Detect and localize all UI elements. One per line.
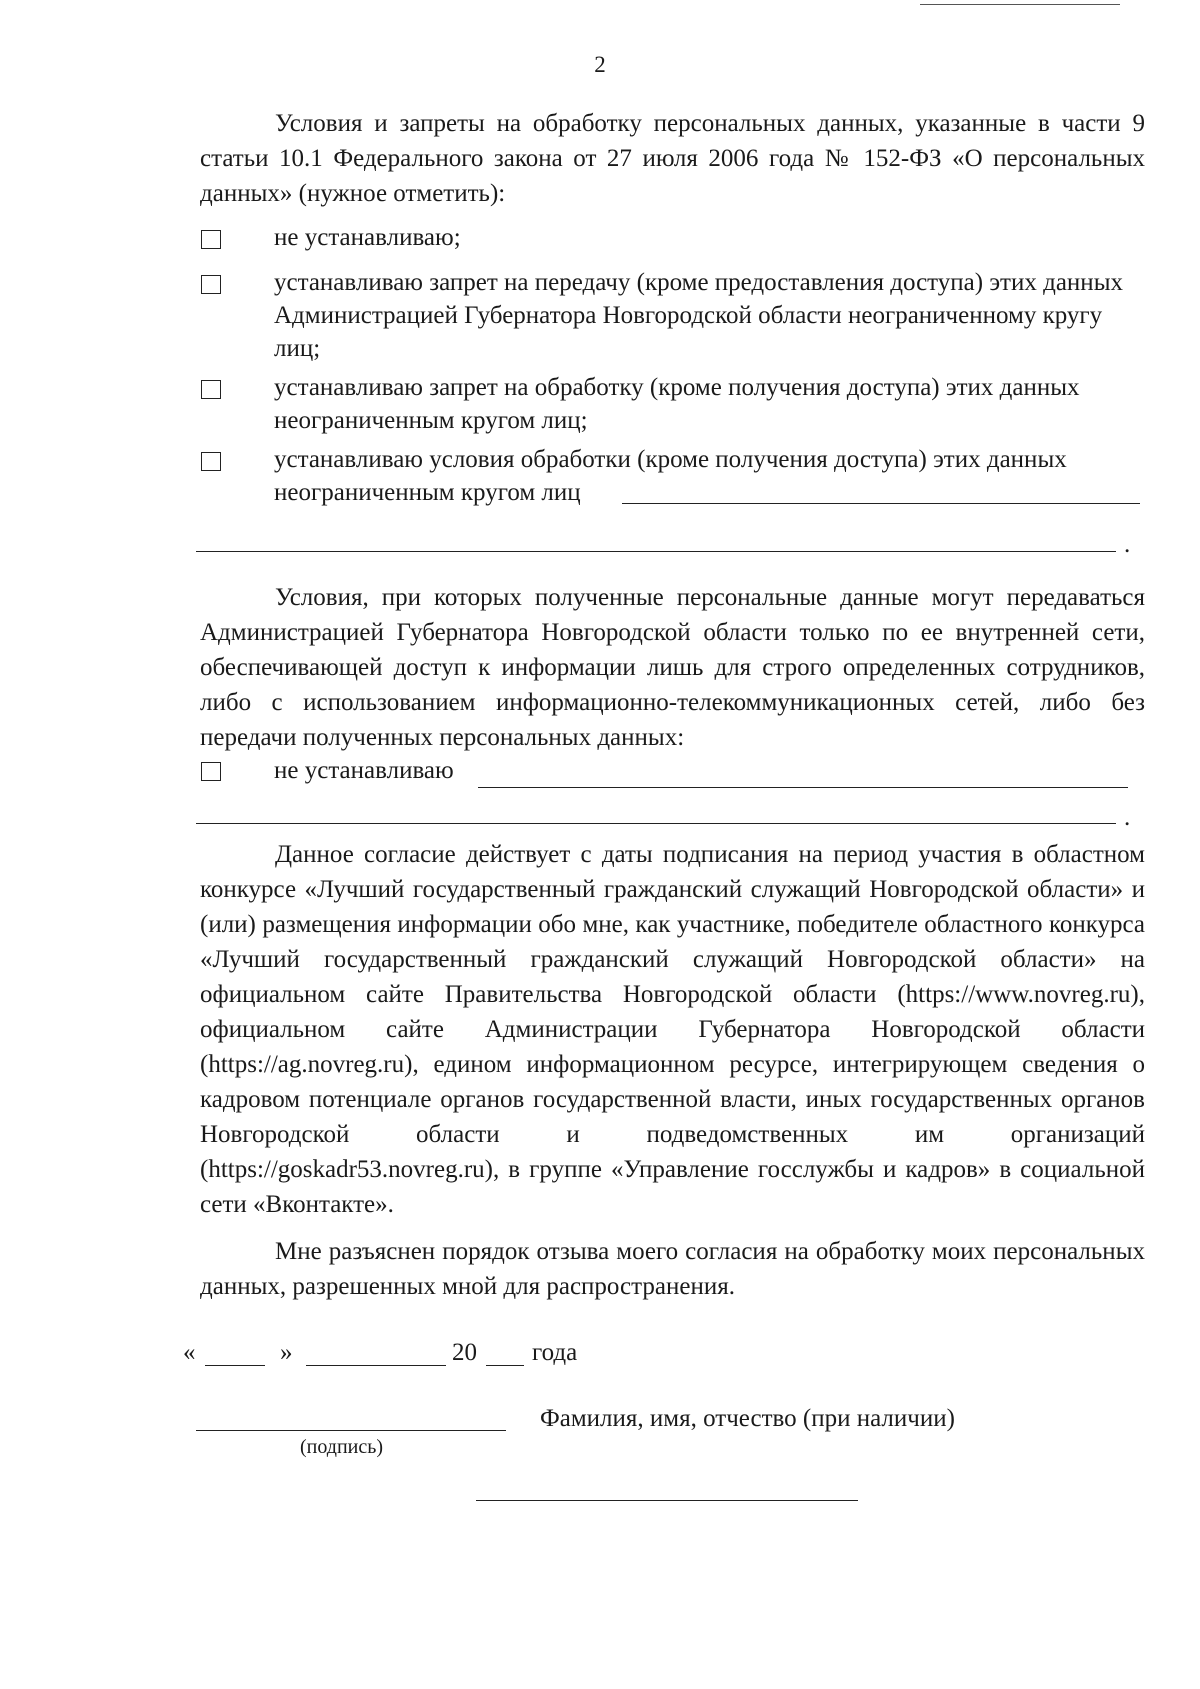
- option-label: не устанавливаю;: [274, 224, 461, 251]
- conditions-fill-line[interactable]: [622, 503, 1140, 504]
- date-close-quote: »: [280, 1339, 293, 1366]
- transfer-option-label: не устанавливаю: [274, 757, 454, 784]
- signature-caption: (подпись): [300, 1436, 384, 1458]
- consent-period-paragraph: Данное согласие действует с даты подписания на период участия в областном конкурсе «Лучший государственный гражданский служащий Новгородской области» и (или) размещения информации обо мне, как участнике, победителе областного конкурса «Лучший государственный гражданский служащий Новгородской области» на официальном сайте Правительства Новгородской области (https://www.novreg.ru), официальном сайте Администрации Губернатора Новгородской области (https://ag.novreg.ru), едином информационном ресурсе, интегрирующем сведения о кадровом потенциале органов государственной власти, иных государственных органов Новгородской области и подведомственных им организаций (https://goskadr53.novreg.ru), в группе «Управление госслужбы и кадров» в социальной сети «Вконтакте».: [200, 841, 1145, 1218]
- transfer-option-checkbox[interactable]: [201, 762, 221, 781]
- line-period: .: [1124, 531, 1131, 558]
- date-month-field[interactable]: [306, 1365, 446, 1366]
- conditions-fill-line-2[interactable]: [196, 551, 1116, 552]
- option-processing-ban-checkbox[interactable]: [201, 380, 221, 399]
- conditions-intro: Условия и запреты на обработку персональных данных, указанные в части 9 статьи 10.1 Федерального закона от 27 июля 2006 года № 152-ФЗ «О персональных данных» (нужное отметить):: [200, 110, 1145, 207]
- option-label: устанавливаю запрет на обработку (кроме получения доступа) этих данных неограниченным кругом лиц;: [274, 374, 1080, 434]
- date-year-suffix: года: [532, 1339, 578, 1366]
- option-label: устанавливаю условия обработки (кроме получения доступа) этих данных неограниченным кругом лиц: [274, 446, 1067, 506]
- date-year-prefix: 20: [452, 1339, 477, 1366]
- transfer-fill-line[interactable]: [478, 787, 1128, 788]
- page-number: 2: [594, 52, 606, 77]
- withdrawal-paragraph: Мне разъяснен порядок отзыва моего согласия на обработку моих персональных данных, разрешенных мной для распространения.: [200, 1238, 1145, 1300]
- full-name-field[interactable]: [476, 1500, 858, 1501]
- scan-edge-line: [920, 4, 1120, 5]
- date-open-quote: «: [183, 1339, 196, 1366]
- date-day-field[interactable]: [205, 1365, 265, 1366]
- transfer-fill-line-2[interactable]: [196, 823, 1116, 824]
- transfer-conditions: Условия, при которых полученные персональные данные могут передаваться Администрацией Губернатора Новгородской области только по ее внутренней сети, обеспечивающей доступ к информации лишь для строго определенных сотрудников, либо с использованием информационно-телекоммуникационных сетей, либо без передачи полученных персональных данных:: [200, 584, 1145, 751]
- line-period: .: [1124, 804, 1131, 831]
- date-year-field[interactable]: [486, 1365, 524, 1366]
- option-processing-conditions-checkbox[interactable]: [201, 452, 221, 471]
- option-transfer-ban-checkbox[interactable]: [201, 275, 221, 294]
- option-not-set-checkbox[interactable]: [201, 230, 221, 249]
- signature-field[interactable]: [196, 1430, 506, 1431]
- full-name-caption: Фамилия, имя, отчество (при наличии): [540, 1405, 955, 1432]
- option-label: устанавливаю запрет на передачу (кроме предоставления доступа) этих данных Администрацией Губернатора Новгородской области неограниченному кругу лиц;: [274, 269, 1123, 362]
